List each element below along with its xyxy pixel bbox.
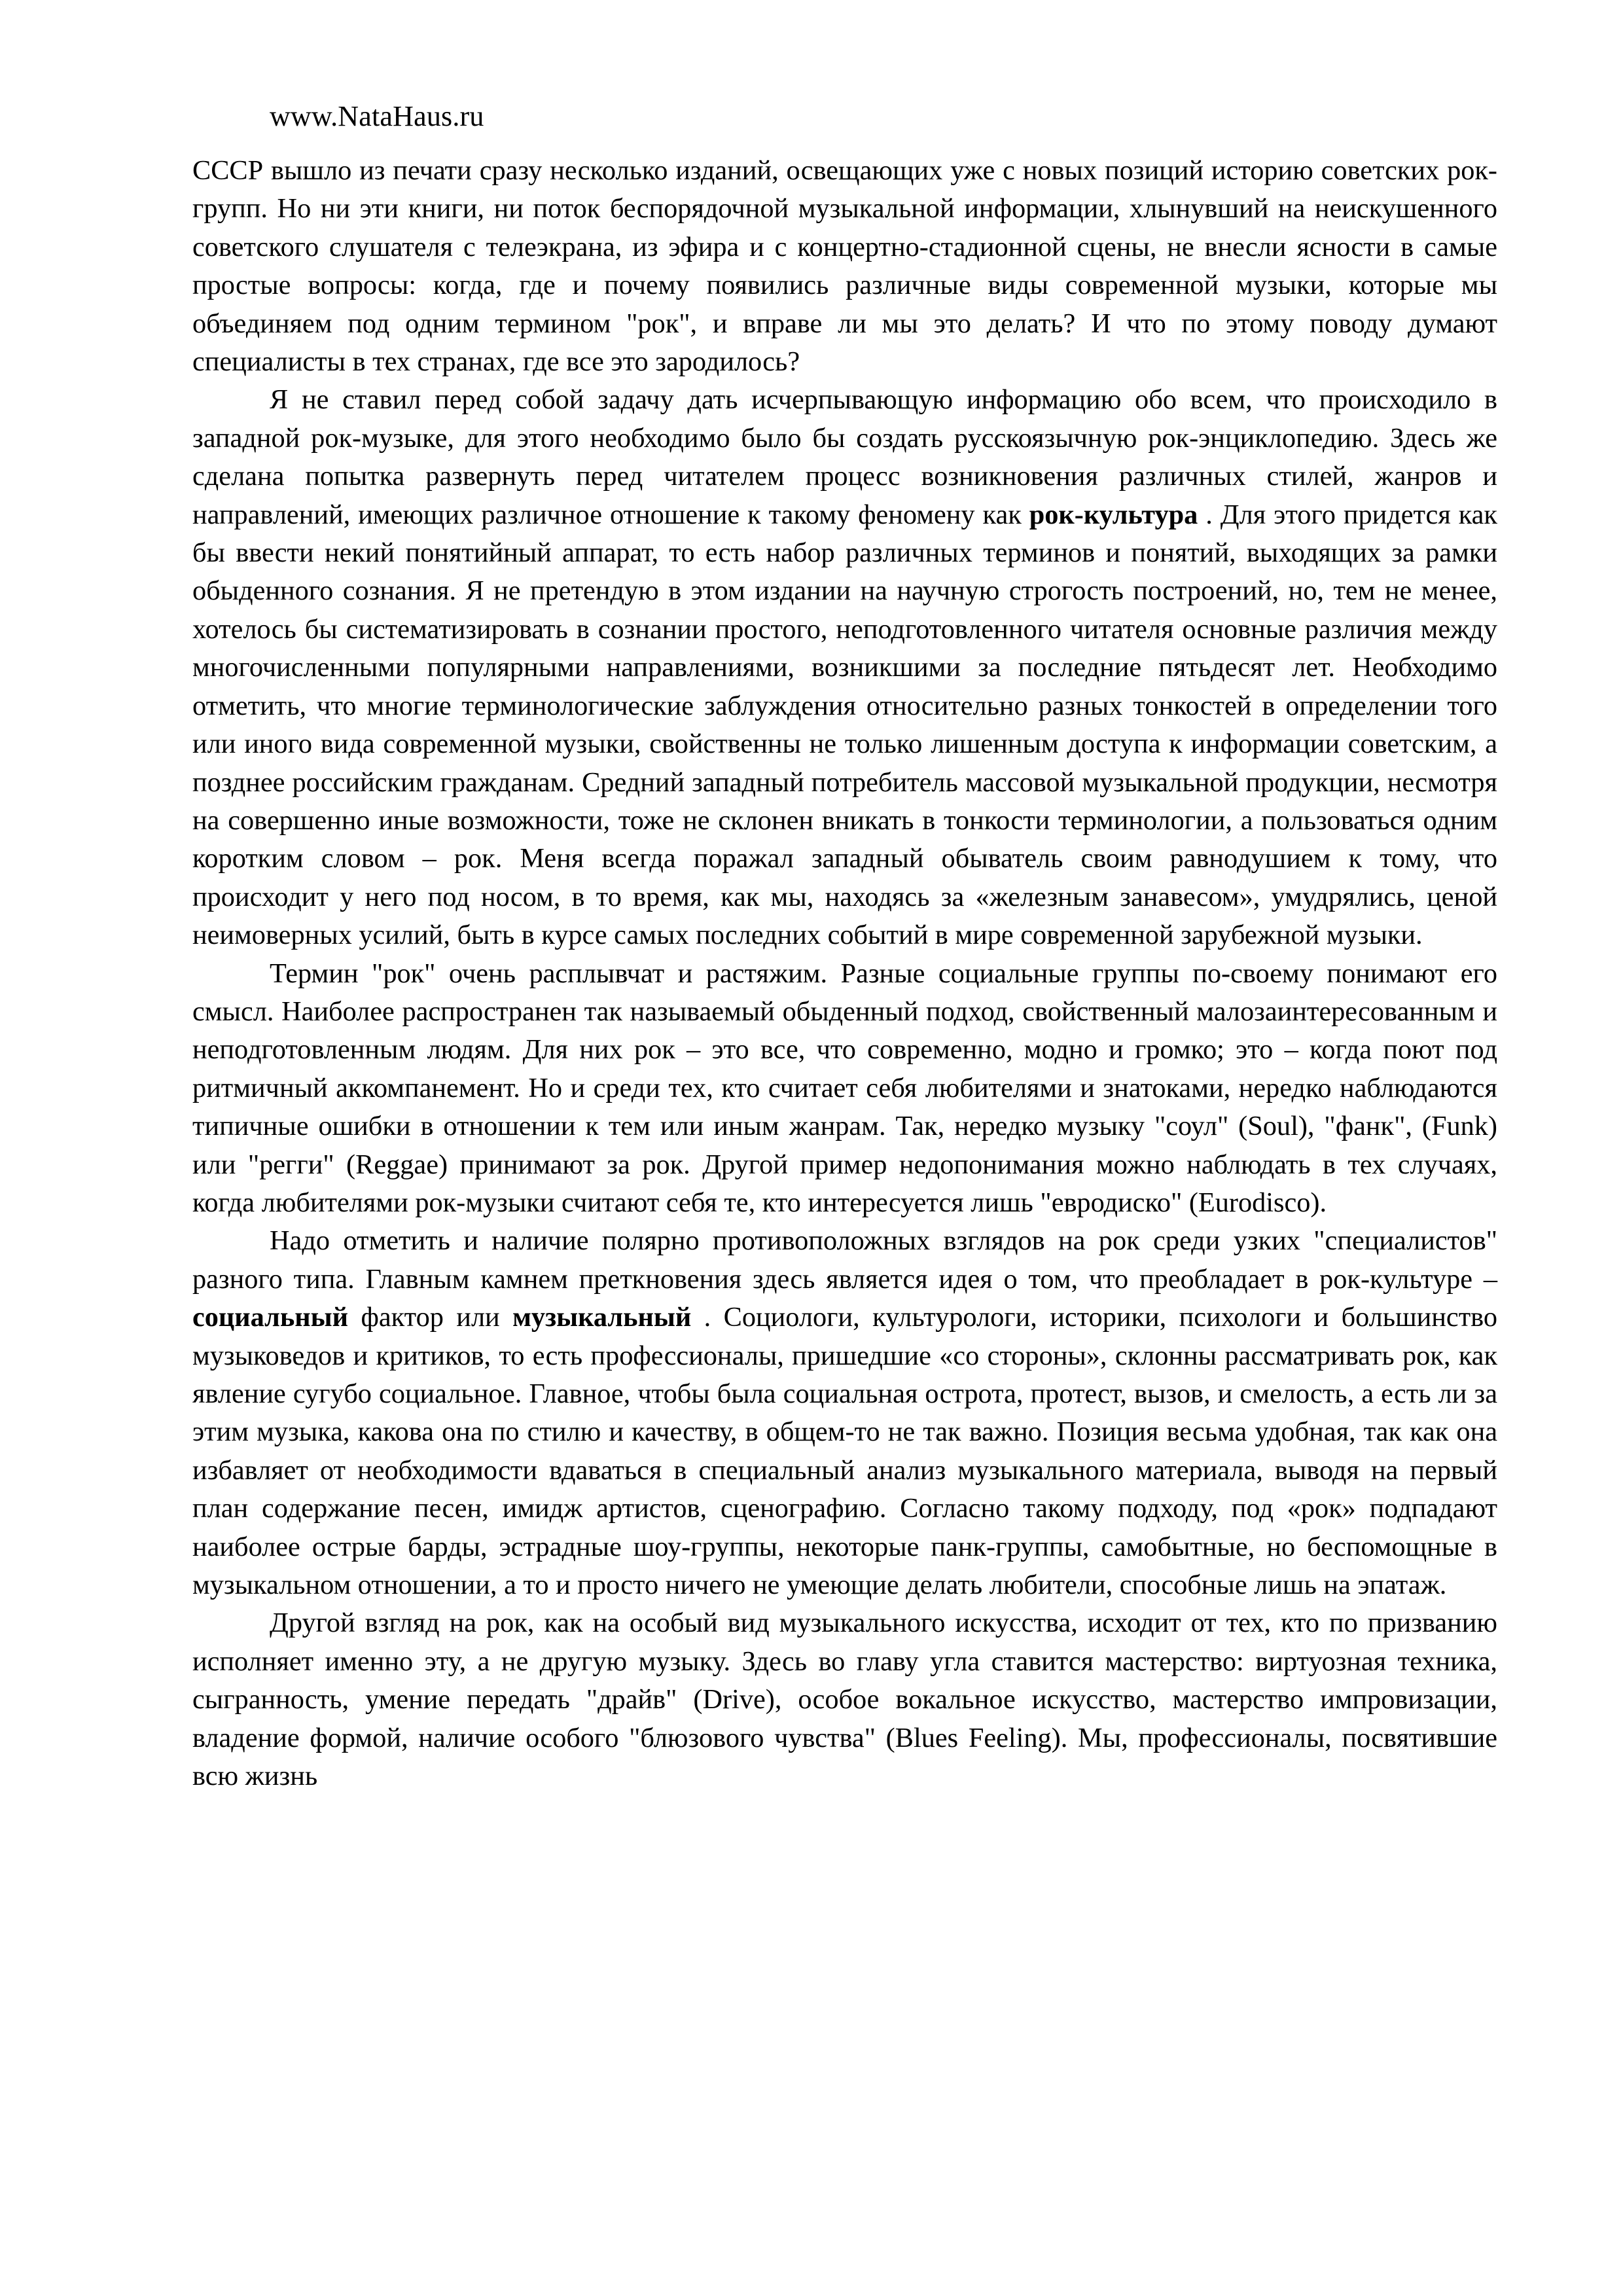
paragraph-1 xyxy=(192,152,1497,381)
bold-term-rock-culture: рок-культура xyxy=(1029,499,1198,530)
paragraph-text: . Социологи, культурологи, историки, психологи и большинство музыковедов и критиков, то есть профессионалы, пришедшие «со стороны», склонны рассматривать рок, как явление сугубо социальное. Главное, чтобы была социальная острота, протест, вызов, и смелость, а есть ли за этим музыка, какова она по стилю и качеству, в общем-то не так важно. Позиция весьма удобная, так как она избавляет от необходимости вдаваться в специальный анализ музыкального материала, выводя на первый план содержание песен, имидж артистов, сценографию. Согласно такому подходу, под «рок» подпадают наиболее острые барды, эстрадные шоу-группы, некоторые панк-группы, самобытные, но беспомощные в музыкальном отношении, а то и просто ничего не умеющие делать любители, способные лишь на эпатаж. xyxy=(192,1302,1498,1601)
bold-term-musical: музыкальный xyxy=(512,1302,692,1333)
paragraph-text: . Для этого придется как бы ввести некий понятийный аппарат, то есть набор различных терминов и понятий, выходящих за рамки обыденного сознания. Я не претендую в этом издании на научную строгость построений, но, тем не менее, хотелось бы систематизировать в сознании простого, неподготовленного читателя основные различия между многочисленными популярными направлениями, возникшими за последние пятьдесят лет. Необходимо отметить, что многие терминологические заблуждения относительно разных тонкостей в определении того или иного вида современной музыки, свойственны не только лишенным доступа к информации советским, а позднее российским гражданам. Средний западный потребитель массовой музыкальной продукции, несмотря на совершенно иные возможности, тоже не склонен вникать в тонкости терминологии, а пользоваться одним коротким словом – рок. Меня всегда поражал западный обыватель своим равнодушием к тому, что происходит у него под носом, в то время, как мы, находясь за «железным занавесом», умудрялись, ценой неимоверных усилий, быть в курсе самых последних событий в мире современной зарубежной музыки. xyxy=(192,499,1497,951)
paragraph-text: фактор или xyxy=(348,1302,513,1333)
bold-term-social: социальный xyxy=(192,1302,349,1333)
paragraph-text: Другой взгляд на рок, как на особый вид музыкального искусства, исходит от тех, кто по призванию исполняет именно эту, а не другую музыку. Здесь во главу угла ставится мастерство: виртуозная техника, сыгранность, умение передать "драйв" (Drive), особое вокальное искусство, мастерство импровизации, владение формой, наличие особого "блюзового чувства" (Blues Feeling). Мы, профессионалы, посвятившие всю жизнь xyxy=(192,1607,1497,1792)
article-body xyxy=(192,152,1497,1795)
paragraph-text: Я не ставил перед собой задачу дать исчерпывающую информацию обо всем, что происходило в западной рок-музыке, для этого необходимо было бы создать русскоязычную рок-энциклопедию. Здесь же сделана попытка развернуть перед читателем процесс возникновения различных стилей, жанров и направлений, имеющих различное отношение к такому феномену как xyxy=(192,384,1497,530)
paragraph-4 xyxy=(192,1222,1497,1604)
paragraph-text: Надо отметить и наличие полярно противоположных взглядов на рок среди узких "специалистов" разного типа. Главным камнем преткновения здесь является идея о том, что преобладает в рок-культуре – xyxy=(192,1225,1497,1295)
paragraph-3 xyxy=(192,955,1497,1223)
site-header: www.NataHaus.ru xyxy=(270,100,484,132)
paragraph-text: Термин "рок" очень расплывчат и растяжим. Разные социальные группы по-своему понимают его смысл. Наиболее распространен так называемый обыденный подход, свойственный малозаинтересованным и неподготовленным людям. Для них рок – это все, что современно, модно и громко; это – когда поют под ритмичный аккомпанемент. Но и среди тех, кто считает себя любителями и знатоками, нередко наблюдаются типичные ошибки в отношении к тем или иным жанрам. Так, нередко музыку "соул" (Soul), "фанк", (Funk) или "регги" (Reggae) принимают за рок. Другой пример недопонимания можно наблюдать в тех случаях, когда любителями рок-музыки считают себя те, кто интересуется лишь "евродиско" (Eurodisco). xyxy=(192,958,1497,1218)
paragraph-text: СССР вышло из печати сразу несколько изданий, освещающих уже с новых позиций историю советских рок-групп. Но ни эти книги, ни поток беспорядочной музыкальной информации, хлынувший на неискушенного советского слушателя с телеэкрана, из эфира и с концертно-стадионной сцены, не внесли ясности в самые простые вопросы: когда, где и почему появились различные виды современной музыки, которые мы объединяем под одним термином "рок", и вправе ли мы это делать? И что по этому поводу думают специалисты в тех странах, где все это зародилось? xyxy=(192,155,1497,378)
paragraph-5 xyxy=(192,1604,1497,1795)
paragraph-2 xyxy=(192,381,1497,954)
